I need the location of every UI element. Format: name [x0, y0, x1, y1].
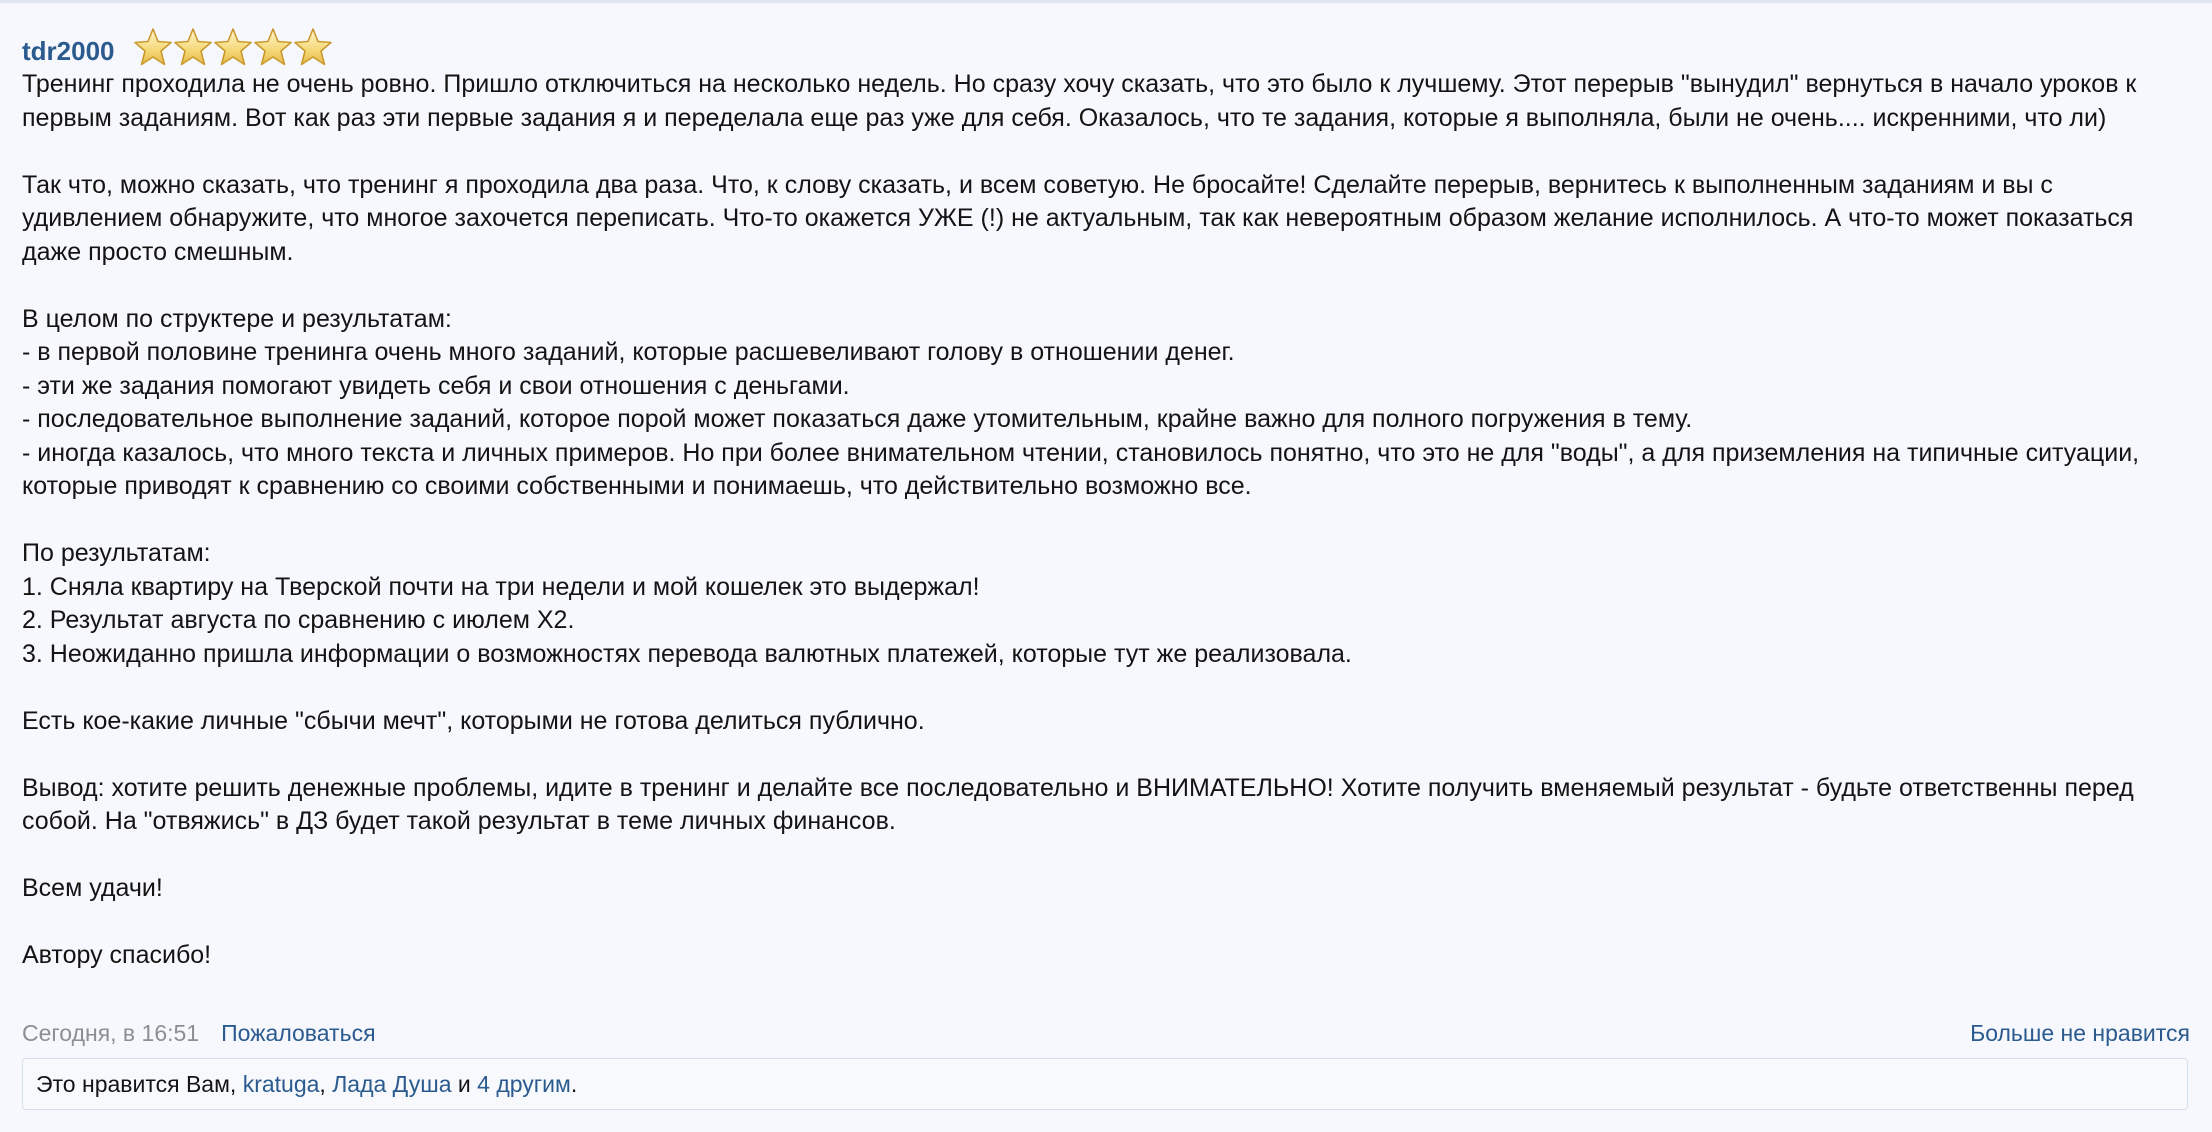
paragraph: Автору спасибо! — [22, 941, 212, 969]
likes-others-link[interactable]: 4 другим — [477, 1071, 571, 1097]
star-icon — [133, 27, 173, 67]
likes-prefix: Это нравится Вам, — [36, 1071, 243, 1097]
likes-suffix: . — [570, 1071, 578, 1097]
paragraph: По результатам: 1. Сняла квартиру на Тверской почти на три недели и мой кошелек это выдержал! 2. Результат августа по сравнению с июлем Х2. 3. Неожиданно пришла информации о возможностях перевода валютных платежей, которые тут же реализовала. — [22, 539, 1352, 668]
message-body — [22, 68, 2192, 973]
unlike-link[interactable]: Больше не нравится — [1970, 1020, 2190, 1046]
post-meta — [22, 1020, 2190, 1047]
likes-bar — [22, 1058, 2188, 1110]
post-header — [22, 26, 2192, 68]
star-icon — [253, 27, 293, 67]
star-icon — [173, 27, 213, 67]
report-link[interactable]: Пожаловаться — [221, 1020, 376, 1046]
liker-link-kratuga[interactable]: kratuga — [242, 1071, 320, 1097]
star-icon — [293, 27, 333, 67]
review-post — [22, 26, 2192, 973]
top-divider — [0, 0, 2212, 3]
paragraph: Всем удачи! — [22, 874, 163, 902]
star-icon — [213, 27, 253, 67]
likes-separator: , — [319, 1071, 333, 1097]
post-date: Сегодня, в 16:51 — [22, 1020, 200, 1046]
paragraph: В целом по структере и результатам: - в первой половине тренинга очень много заданий, которые расшевеливают голову в отношении денег. - эти же задания помогают увидеть себя и свои отношения с деньгами. - последовательное выполнение заданий, которое порой может показаться даже утомительным, крайне важно для полного погружения в тему. - иногда казалось, что много текста и личных примеров. Но при более внимательном чтении, становилось понятно, что это не для "воды", а для приземления на типичные ситуации, которые приводят к сравнению со своими собственными и понимаешь, что действительно возможно все. — [22, 304, 2140, 500]
paragraph: Тренинг проходила не очень ровно. Пришло отключиться на несколько недель. Но сразу хочу сказать, что это было к лучшему. Этот перерыв "вынудил" вернуться в начало уроков к первым заданиям. Вот как раз эти первые задания я и переделала еще раз уже для себя. Оказалось, что те задания, которые я выполняла, были не очень.... искренними, что ли) — [22, 70, 2144, 132]
username-link[interactable]: tdr2000 — [22, 36, 115, 66]
rating-stars — [133, 27, 333, 67]
paragraph: Вывод: хотите решить денежные проблемы, идите в тренинг и делайте все последовательно и ВНИМАТЕЛЬНО! Хотите получить вменяемый результат - будьте ответственны перед собой. На "отвяжись" в ДЗ будет такой результат в теме личных финансов. — [22, 773, 2141, 835]
paragraph: Есть кое-какие личные "сбычи мечт", которыми не готова делиться публично. — [22, 706, 925, 735]
likes-separator: и — [451, 1071, 478, 1097]
paragraph: Так что, можно сказать, что тренинг я проходила два раза. Что, к слову сказать, и всем советую. Не бросайте! Сделайте перерыв, вернитесь к выполненным заданиям и вы с удивлением обнаружите, что многое захочется переписать. Что-то окажется УЖЕ (!) не актуальным, так как невероятным образом желание исполнилось. А что-то может показаться даже просто смешным. — [22, 170, 2141, 266]
liker-link-lada[interactable]: Лада Душа — [332, 1071, 452, 1097]
